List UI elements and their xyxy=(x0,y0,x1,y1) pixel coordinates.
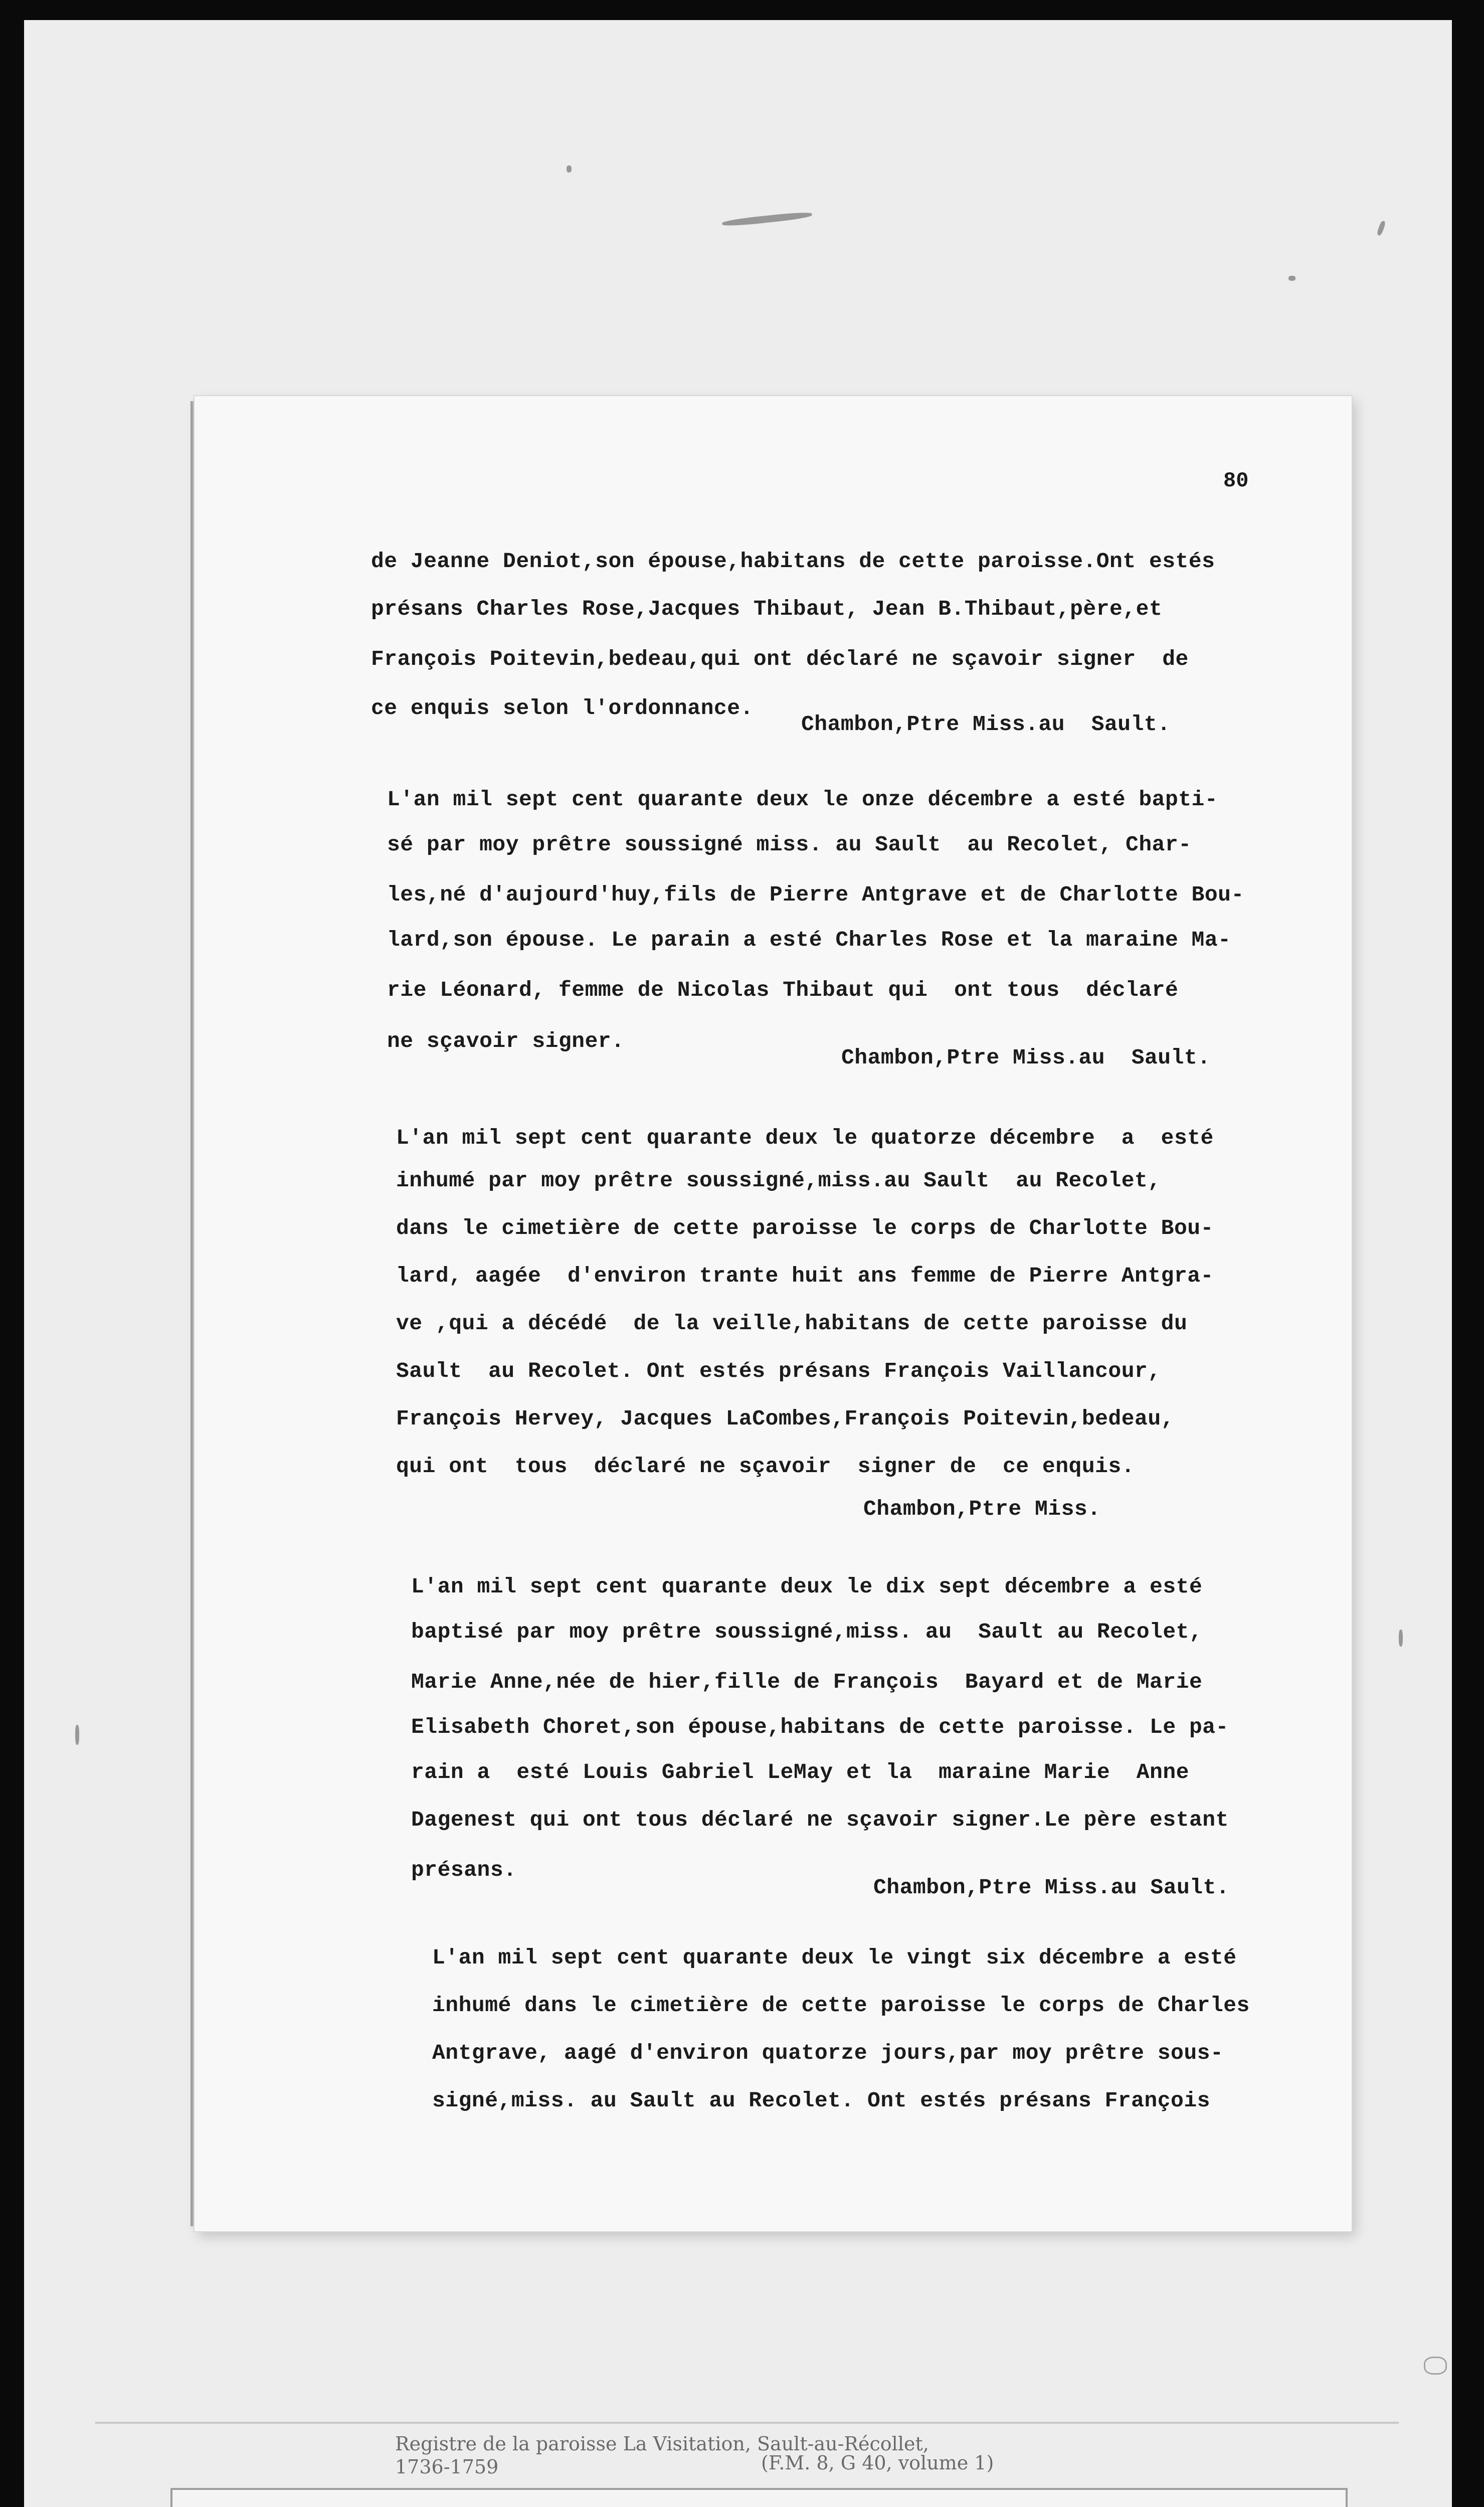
signature-line: Chambon,Ptre Miss.au Sault. xyxy=(841,1045,1211,1070)
text-line: L'an mil sept cent quarante deux le dix sept décembre a esté xyxy=(411,1574,1203,1599)
text-line: présans. xyxy=(411,1858,517,1882)
text-line: les,né d'aujourd'huy,fils de Pierre Antgrave et de Charlotte Bou- xyxy=(387,882,1244,907)
text-line: L'an mil sept cent quarante deux le quatorze décembre a esté xyxy=(396,1126,1214,1150)
text-line: ve ,qui a décédé de la veille,habitans de cette paroisse du xyxy=(396,1311,1188,1336)
film-speck xyxy=(1288,276,1295,281)
film-speck xyxy=(1424,2357,1447,2375)
signature-line: Chambon,Ptre Miss. xyxy=(863,1497,1101,1521)
film-speck xyxy=(722,211,812,228)
text-line: rie Léonard, femme de Nicolas Thibaut qui ont tous déclaré xyxy=(387,978,1179,1002)
text-line: lard, aagée d'environ trante huit ans femme de Pierre Antgra- xyxy=(396,1264,1214,1288)
text-line: inhumé dans le cimetière de cette paroisse le corps de Charles xyxy=(432,1993,1250,2018)
film-speck xyxy=(1399,1630,1403,1647)
archives-stamp xyxy=(170,2488,1348,2507)
text-line: ce enquis selon l'ordonnance. xyxy=(371,696,754,721)
text-line: François Hervey, Jacques LaCombes,François Poitevin,bedeau, xyxy=(396,1406,1174,1431)
text-line: Sault au Recolet. Ont estés présans François Vaillancour, xyxy=(396,1359,1161,1383)
text-line: Dagenest qui ont tous déclaré ne sçavoir signer.Le père estant xyxy=(411,1808,1229,1832)
text-line: dans le cimetière de cette paroisse le corps de Charlotte Bou- xyxy=(396,1216,1214,1240)
caption-date-range: 1736-1759 xyxy=(395,2456,499,2478)
caption-line: Registre de la paroisse La Visitation, Sault-au-Récollet, xyxy=(395,2433,929,2455)
signature-line: Chambon,Ptre Miss.au Sault. xyxy=(873,1875,1230,1900)
text-line: Marie Anne,née de hier,fille de François Bayard et de Marie xyxy=(411,1670,1203,1694)
text-line: rain a esté Louis Gabriel LeMay et la maraine Marie Anne xyxy=(411,1760,1189,1784)
film-border-left xyxy=(0,0,24,2507)
text-line: qui ont tous déclaré ne sçavoir signer de ce enquis. xyxy=(396,1454,1135,1479)
film-speck xyxy=(75,1725,79,1745)
text-line: Antgrave, aagé d'environ quatorze jours,par moy prêtre sous- xyxy=(432,2041,1224,2065)
film-speck xyxy=(567,165,572,172)
text-line: François Poitevin,bedeau,qui ont déclaré ne sçavoir signer de xyxy=(371,647,1189,671)
text-line: baptisé par moy prêtre soussigné,miss. au Sault au Recolet, xyxy=(411,1620,1203,1644)
text-line: L'an mil sept cent quarante deux le vingt six décembre a esté xyxy=(432,1945,1237,1970)
text-line: inhumé par moy prêtre soussigné,miss.au Sault au Recolet, xyxy=(396,1168,1161,1193)
signature-line: Chambon,Ptre Miss.au Sault. xyxy=(801,712,1171,737)
text-line: lard,son épouse. Le parain a esté Charles Rose et la maraine Ma- xyxy=(387,928,1231,952)
text-line: signé,miss. au Sault au Recolet. Ont estés présans François xyxy=(432,2088,1210,2113)
film-border-top xyxy=(0,0,1484,20)
text-line: Elisabeth Choret,son épouse,habitans de cette paroisse. Le pa- xyxy=(411,1715,1229,1739)
text-line: ne sçavoir signer. xyxy=(387,1029,625,1053)
text-line: de Jeanne Deniot,son épouse,habitans de cette paroisse.Ont estés xyxy=(371,549,1215,574)
text-line: sé par moy prêtre soussigné miss. au Sault au Recolet, Char- xyxy=(387,832,1192,857)
page-number: 80 xyxy=(1223,469,1249,493)
film-speck xyxy=(1376,220,1386,236)
text-line: présans Charles Rose,Jacques Thibaut, Jean B.Thibaut,père,et xyxy=(371,597,1163,621)
film-border-right xyxy=(1452,0,1484,2507)
caption-reference: (F.M. 8, G 40, volume 1) xyxy=(761,2452,994,2474)
stamp-divider xyxy=(95,2422,1399,2424)
text-line: L'an mil sept cent quarante deux le onze décembre a esté bapti- xyxy=(387,787,1218,812)
